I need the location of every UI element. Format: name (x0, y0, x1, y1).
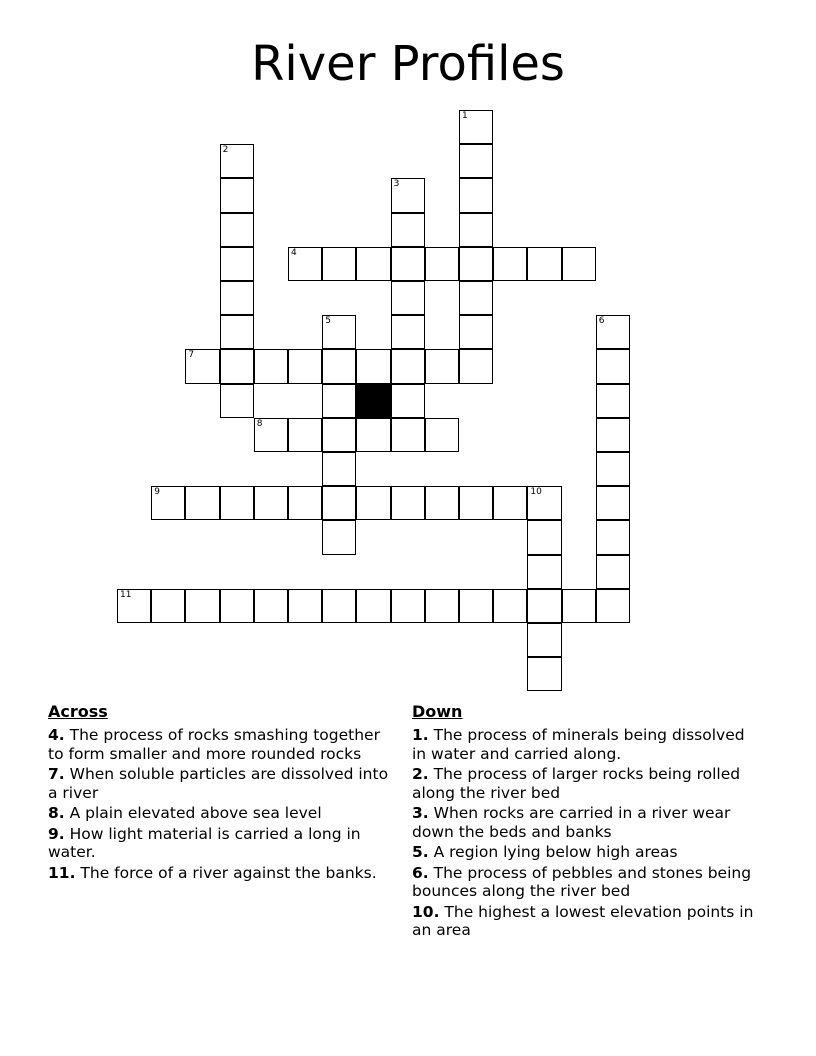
grid-cell[interactable] (459, 110, 493, 144)
grid-cell[interactable] (459, 486, 493, 520)
clue-text: The highest a lowest elevation points in an area (412, 902, 754, 939)
clue-across-4 (48, 726, 393, 763)
clue-down-2 (412, 765, 757, 802)
clue-number: 4. (48, 726, 65, 744)
grid-cell[interactable] (459, 178, 493, 212)
clue-number: 10. (412, 902, 440, 921)
grid-cell[interactable] (391, 178, 425, 212)
grid-cell[interactable] (562, 247, 596, 281)
grid-cell[interactable] (254, 349, 288, 383)
grid-cell[interactable] (356, 418, 390, 452)
grid-cell[interactable] (596, 315, 630, 349)
grid-cell[interactable] (288, 486, 322, 520)
grid-cell[interactable] (322, 486, 356, 520)
cell-number: 8 (256, 418, 263, 429)
grid-cell[interactable] (391, 247, 425, 281)
grid-cell[interactable] (322, 418, 356, 452)
puzzle-title: River Profiles (251, 36, 565, 92)
cell-number: 2 (222, 145, 229, 156)
grid-cell[interactable] (356, 349, 390, 383)
clue-across-11 (48, 864, 393, 883)
grid-cell[interactable] (391, 281, 425, 315)
clue-text: The process of minerals being dissolved in water and carried along. (412, 726, 745, 763)
grid-cell[interactable] (493, 486, 527, 520)
grid-cell[interactable] (459, 144, 493, 178)
grid-cell[interactable] (425, 247, 459, 281)
clue-text: When soluble particles are dissolved into a river (48, 765, 389, 802)
cell-number: 11 (120, 589, 132, 600)
grid-cell[interactable] (527, 555, 561, 589)
clue-number: 2. (412, 765, 429, 783)
grid-cell[interactable] (288, 247, 322, 281)
clue-down-10 (412, 903, 757, 940)
grid-cell[interactable] (322, 452, 356, 486)
clue-text: A plain elevated above sea level (69, 804, 322, 822)
grid-cell[interactable] (322, 520, 356, 554)
clue-text: The force of a river against the banks. (80, 863, 377, 882)
grid-cell[interactable] (527, 589, 561, 623)
grid-cell[interactable] (527, 247, 561, 281)
down-clues (412, 702, 757, 942)
clue-text: A region lying below high areas (433, 843, 678, 861)
grid-cell[interactable] (254, 486, 288, 520)
grid-cell[interactable] (288, 349, 322, 383)
grid-cell[interactable] (459, 281, 493, 315)
clue-number: 3. (412, 804, 429, 822)
grid-cell[interactable] (185, 349, 219, 383)
grid-cell[interactable] (151, 589, 185, 623)
grid-cell[interactable] (596, 486, 630, 520)
grid-cell[interactable] (288, 589, 322, 623)
grid-cell[interactable] (356, 486, 390, 520)
cell-number: 7 (188, 350, 195, 361)
grid-cell[interactable] (322, 384, 356, 418)
grid-cell[interactable] (220, 589, 254, 623)
grid-cell[interactable] (459, 247, 493, 281)
cell-number: 10 (530, 487, 542, 498)
clue-across-7 (48, 765, 393, 802)
down-heading: Down (412, 702, 463, 721)
clue-across-8 (48, 804, 393, 823)
grid-cell[interactable] (391, 486, 425, 520)
grid-cell[interactable] (185, 486, 219, 520)
grid-cell[interactable] (596, 452, 630, 486)
grid-cell[interactable] (254, 418, 288, 452)
grid-cell[interactable] (596, 555, 630, 589)
clue-number: 5. (412, 843, 429, 861)
grid-cell[interactable] (185, 589, 219, 623)
grid-cell[interactable] (356, 247, 390, 281)
grid-cell[interactable] (220, 281, 254, 315)
grid-cell[interactable] (425, 589, 459, 623)
clue-number: 6. (412, 863, 429, 882)
grid-cell[interactable] (220, 178, 254, 212)
clue-text: The process of pebbles and stones being bounces along the river bed (412, 863, 752, 900)
clue-number: 1. (412, 726, 429, 744)
cell-number: 3 (393, 179, 400, 190)
grid-cell[interactable] (220, 144, 254, 178)
grid-cell[interactable] (220, 213, 254, 247)
clue-text: How light material is carried a long in water. (48, 824, 361, 861)
across-clues (48, 702, 393, 884)
clue-across-9 (48, 825, 393, 862)
grid-cell[interactable] (322, 589, 356, 623)
clue-down-1 (412, 726, 757, 763)
grid-cell[interactable] (493, 247, 527, 281)
cell-number: 6 (598, 316, 605, 327)
grid-cell[interactable] (596, 349, 630, 383)
grid-cell[interactable] (220, 349, 254, 383)
grid-cell[interactable] (527, 486, 561, 520)
black-square (356, 384, 390, 418)
grid-cell[interactable] (459, 589, 493, 623)
cell-number: 5 (325, 316, 331, 327)
grid-cell[interactable] (322, 315, 356, 349)
grid-cell[interactable] (151, 486, 185, 520)
grid-cell[interactable] (425, 486, 459, 520)
grid-cell[interactable] (220, 247, 254, 281)
grid-cell[interactable] (117, 589, 151, 623)
clue-down-5 (412, 843, 757, 862)
clue-down-6 (412, 864, 757, 901)
clue-number: 9. (48, 824, 65, 843)
grid-cell[interactable] (459, 213, 493, 247)
grid-cell[interactable] (322, 247, 356, 281)
clue-down-3 (412, 804, 757, 841)
grid-cell[interactable] (562, 589, 596, 623)
grid-cell[interactable] (596, 520, 630, 554)
clue-number: 11. (48, 863, 76, 882)
grid-cell[interactable] (459, 315, 493, 349)
grid-cell[interactable] (527, 520, 561, 554)
grid-cell[interactable] (596, 589, 630, 623)
grid-cell[interactable] (459, 349, 493, 383)
across-heading: Across (48, 702, 108, 721)
grid-cell[interactable] (288, 418, 322, 452)
grid-cell[interactable] (391, 384, 425, 418)
grid-cell[interactable] (391, 315, 425, 349)
cell-number: 4 (291, 247, 297, 258)
clue-number: 8. (48, 804, 65, 822)
grid-cell[interactable] (356, 589, 390, 623)
grid-cell[interactable] (391, 213, 425, 247)
cell-number: 9 (154, 487, 160, 498)
grid-cell[interactable] (425, 418, 459, 452)
grid-cell[interactable] (391, 349, 425, 383)
grid-cell[interactable] (391, 418, 425, 452)
grid-cell[interactable] (596, 384, 630, 418)
grid-cell[interactable] (527, 623, 561, 657)
clue-text: When rocks are carried in a river wear down the beds and banks (412, 804, 731, 841)
grid-cell[interactable] (322, 349, 356, 383)
cell-number: 1 (462, 111, 468, 121)
grid-cell[interactable] (493, 589, 527, 623)
grid-cell[interactable] (596, 418, 630, 452)
grid-cell[interactable] (220, 486, 254, 520)
grid-cell[interactable] (220, 384, 254, 418)
grid-cell[interactable] (425, 349, 459, 383)
grid-cell[interactable] (391, 589, 425, 623)
grid-cell[interactable] (254, 589, 288, 623)
clue-number: 7. (48, 765, 65, 783)
grid-cell[interactable] (527, 657, 561, 691)
clue-text: The process of rocks smashing together to form smaller and more rounded rocks (48, 726, 380, 763)
grid-cell[interactable] (220, 315, 254, 349)
clue-text: The process of larger rocks being rolled along the river bed (412, 765, 741, 802)
